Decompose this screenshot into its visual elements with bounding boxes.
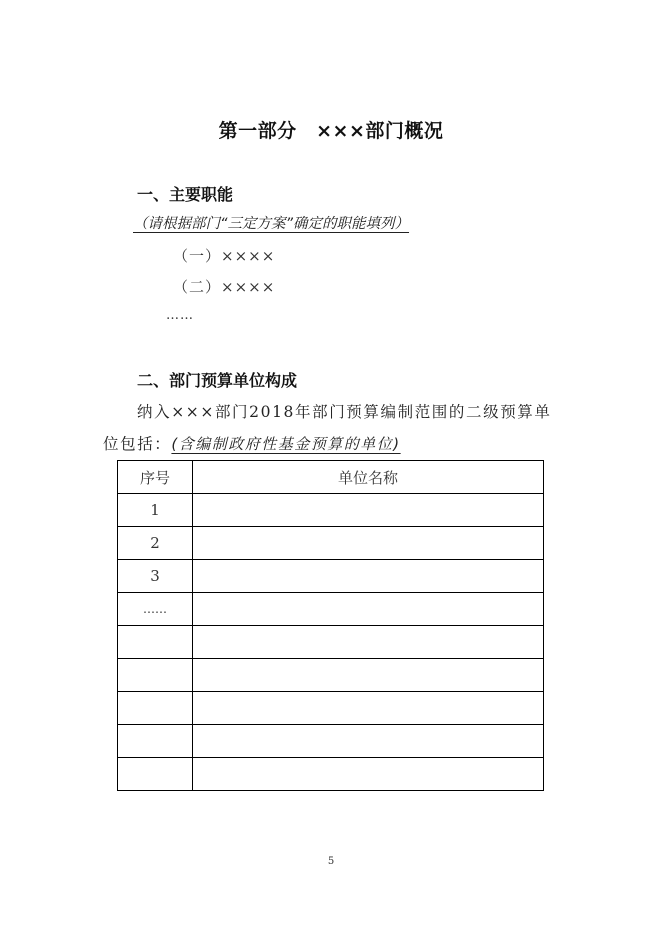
table-row	[118, 560, 544, 593]
row-index	[118, 725, 193, 758]
budget-paragraph-prefix: 位包括：	[103, 435, 172, 453]
row-unit-name	[193, 560, 544, 593]
row-unit-name	[193, 527, 544, 560]
row-unit-name	[193, 593, 544, 626]
row-index: 2	[118, 527, 193, 560]
table-row	[118, 758, 544, 791]
row-index	[118, 659, 193, 692]
row-index	[118, 758, 193, 791]
table-row	[118, 692, 544, 725]
row-index	[118, 692, 193, 725]
budget-paragraph-line2	[103, 432, 401, 454]
table-row	[118, 593, 544, 626]
row-index	[118, 626, 193, 659]
row-unit-name	[193, 494, 544, 527]
table-row	[118, 494, 544, 527]
table-row	[118, 626, 544, 659]
row-index: 1	[118, 494, 193, 527]
row-index: ……	[118, 593, 193, 626]
section-heading-main-functions: 一、主要职能	[137, 185, 234, 204]
function-item-ellipsis: ……	[166, 308, 194, 323]
row-index: 3	[118, 560, 193, 593]
column-header-index: 序号	[118, 461, 193, 494]
column-header-unit-name: 单位名称	[193, 461, 544, 494]
page-title: 第一部分 ×××部门概况	[218, 120, 444, 142]
budget-paragraph-note: (含编制政府性基金预算的单位)	[171, 435, 401, 453]
function-item-2: （二）××××	[173, 278, 276, 296]
table-row	[118, 659, 544, 692]
budget-paragraph-line1: 纳入×××部门2018年部门预算编制范围的二级预算单	[137, 403, 552, 421]
budget-units-table	[117, 460, 544, 791]
table-row	[118, 527, 544, 560]
row-unit-name	[193, 626, 544, 659]
function-item-1: （一）××××	[173, 247, 276, 265]
table-header-row	[118, 461, 544, 494]
section-heading-budget-units: 二、部门预算单位构成	[137, 371, 298, 390]
page-number: 5	[327, 856, 335, 867]
table-row	[118, 725, 544, 758]
functions-note: （请根据部门“三定方案”确定的职能填列）	[133, 216, 410, 232]
row-unit-name	[193, 725, 544, 758]
row-unit-name	[193, 659, 544, 692]
row-unit-name	[193, 758, 544, 791]
row-unit-name	[193, 692, 544, 725]
